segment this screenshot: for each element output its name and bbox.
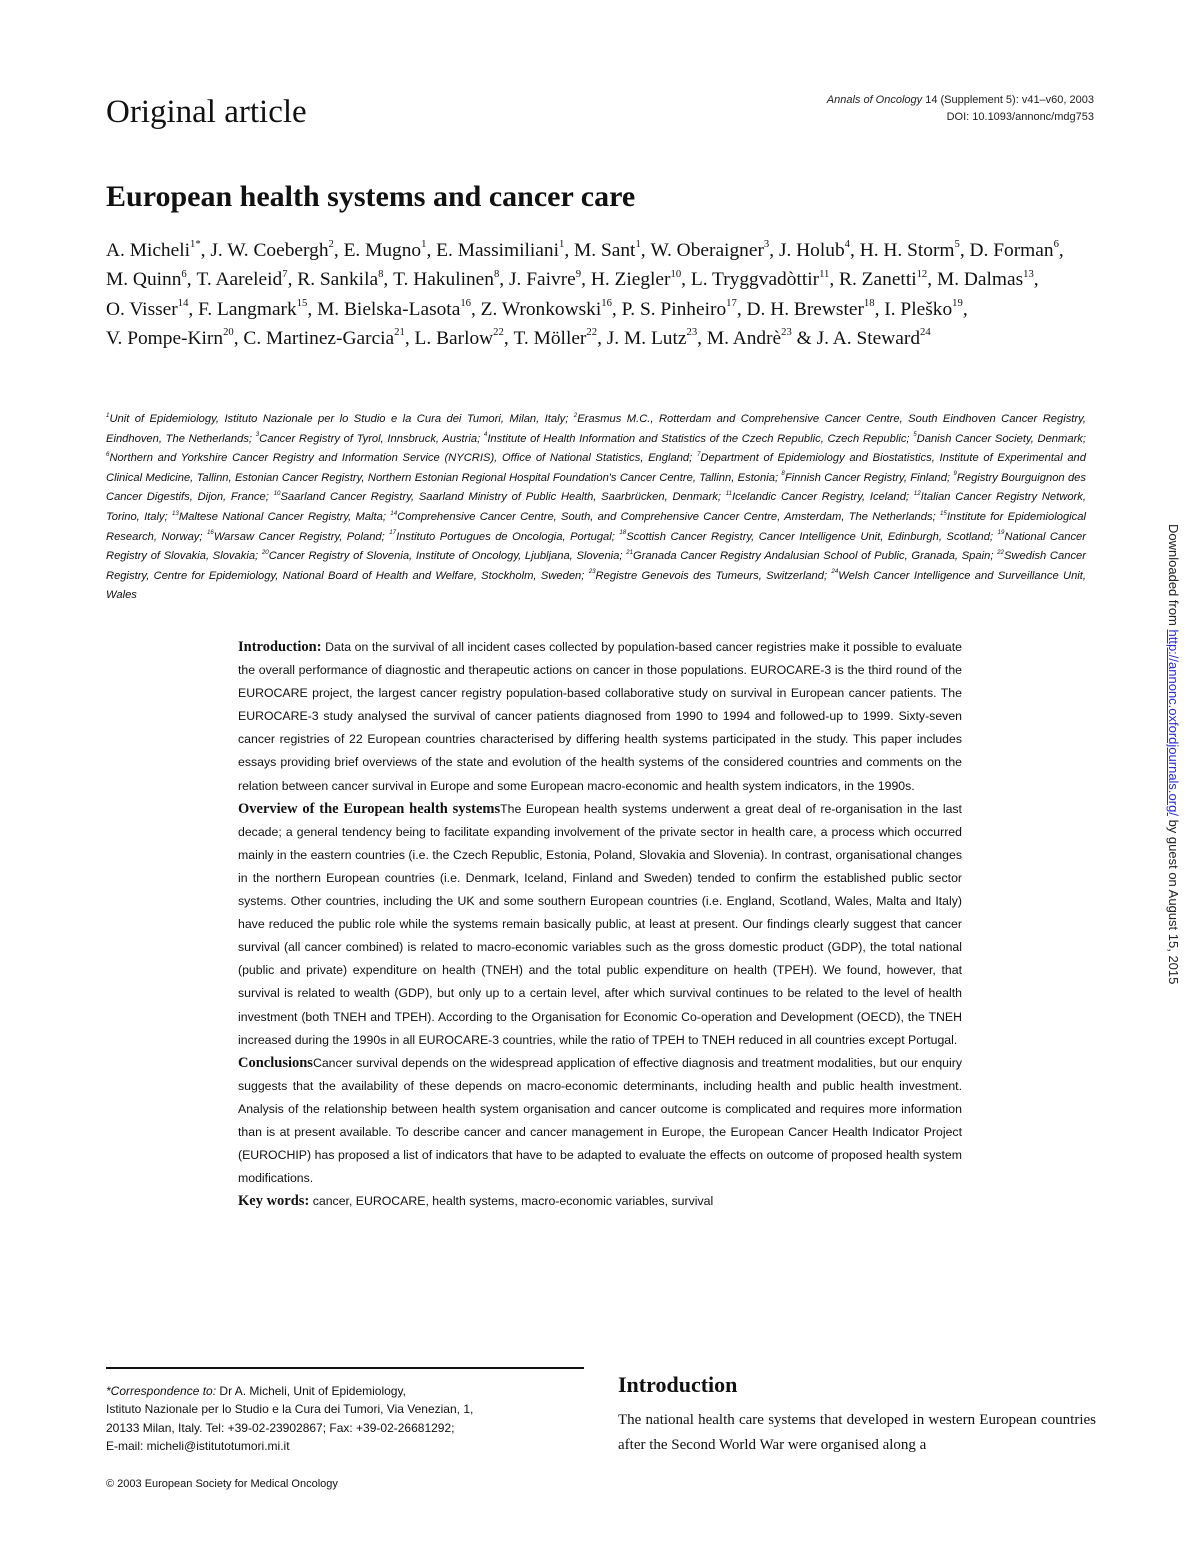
affiliation [106,452,697,464]
author-name: Z. Wronkowski [480,298,602,320]
affiliation-number: 19 [997,529,1005,537]
correspondence-email: E-mail: micheli@istitutotumori.mi.it [106,1438,290,1453]
author-name: M. Andrè [706,327,782,349]
author-affiliation-mark: 23 [781,326,792,339]
author [243,328,414,349]
affiliation-number: 23 [588,568,596,576]
affiliation-number: 21 [626,548,634,556]
correspondence-line-2: Istituto Nazionale per lo Studio e la Cura dei Tumori, Via Venezian, 1, [106,1402,474,1417]
affiliation-number: 12 [913,490,921,498]
affiliation-number: 2 [573,411,578,419]
doi: DOI: 10.1093/annonc/mdg753 [946,111,1094,123]
author-separator: , [307,298,318,320]
affiliation [913,433,1086,445]
affiliation-text: Institute for Epidemiological Research, Norway; [106,510,1086,543]
author-separator: , [611,298,622,320]
author-separator: , [186,269,197,291]
affiliation-text: Icelandic Cancer Registry, Iceland; [732,491,914,504]
author-name: J. Holub [778,240,845,261]
author-separator: , [597,327,607,349]
affiliation [172,511,390,523]
author-separator: , [927,269,937,291]
affiliations [106,410,1086,606]
affiliation-number: 13 [171,509,179,517]
author [779,240,860,261]
author-name: I. Pleško [884,298,953,320]
author-name: J. W. Coebergh [210,240,329,261]
author [591,269,691,290]
download-notice-text [1162,524,1184,1044]
affiliation-text: Saarland Cancer Registry, Saarland Ministry of Public Health, Saarbrücken, Denmark; [280,491,726,504]
author [106,240,210,261]
author [514,328,607,349]
author-affiliation-mark: 7 [282,267,288,280]
affiliation-text: Warsaw Cancer Registry, Poland; [213,530,390,543]
introduction-text: The national health care systems that developed in western European countries after the Second World War were organised along a [618,1412,1096,1453]
affiliation [619,531,997,543]
author-separator: , [233,327,244,349]
affiliation [390,511,940,523]
author-separator: , [188,298,199,320]
author-affiliation-mark: 22 [586,326,598,339]
affiliation [626,550,997,562]
author-name: J. Faivre [509,269,576,291]
author-name: F. Langmark [198,298,297,320]
author-name: P. S. Pinheiro [621,298,727,320]
affiliation-text: Cancer Registry of Tyrol, Innsbruck, Austria; [259,432,484,445]
author-affiliation-mark: 6 [1053,238,1059,251]
author-name: L. Tryggvadòttir [690,269,820,291]
affiliation-text: Registry Bourguignon des Cancer Digestifs, Dijon, France; [106,471,1087,504]
author [839,269,937,290]
affiliation-text: Cancer Registry of Slovenia, Institute of Oncology, Ljubljana, Slovenia; [268,550,627,563]
author-name: V. Pompe-Kirn [106,327,224,349]
affiliation-number: 10 [273,490,281,498]
author [707,328,817,349]
author [860,240,970,261]
affiliation-number: 16 [206,529,214,537]
affiliation-text: Unit of Epidemiology, Istituto Nazionale per lo Studio e la Cura dei Tumori, Milan, Italy; [109,413,574,425]
author-separator: , [736,298,747,320]
abstract-overview-heading: Overview of the European health systems [238,800,501,817]
author-affiliation-mark: 18 [863,297,875,310]
affiliation [389,531,619,543]
affiliation-text: Scottish Cancer Registry, Cancer Intelligence Unit, Edinburgh, Scotland; [626,530,998,543]
author [196,269,297,290]
author-affiliation-mark: 12 [916,267,928,280]
author-affiliation-mark: 1 [635,238,641,251]
footnote-divider [106,1367,584,1369]
author-affiliation-mark: 21 [394,326,405,339]
citation [827,92,1094,126]
author-name: M. Sant [574,240,636,261]
author-affiliation-mark: 8 [493,267,500,280]
author-separator: , [681,269,691,291]
affiliation-number: 15 [939,509,947,517]
affiliation-text: Erasmus M.C., Rotterdam and Comprehensive Cancer Centre, South Eindhoven Cancer Registry, Eindhoven, The Netherlands; [106,413,1086,445]
affiliation [589,570,832,582]
affiliation-text: Department of Epidemiology and Biostatistics, Institute of Experimental and Clinical Medicine, Tallinn, Estonian Cancer Registry, Northern Estonian Regional Hospital Foundation's Cancer Centre, Tallinn, Estonia; [106,452,1086,484]
introduction-heading: Introduction [618,1372,738,1397]
author-name: M. Dalmas [936,269,1024,291]
author-separator: , [697,327,707,349]
abstract-overview [238,798,962,1052]
correspondence-line-3: 20133 Milan, Italy. Tel: +39-02-23902867; Fax: +39-02-26681292; [106,1420,455,1435]
author [106,328,243,349]
author-name: L. Barlow [414,327,494,349]
affiliation-number: 5 [913,431,917,439]
author-name: E. Mugno [343,240,422,261]
author-affiliation-mark: 2 [328,238,334,251]
affiliation-text: National Cancer Registry of Slovakia, Slovakia; [106,530,1086,563]
affiliation-text: Welsh Cancer Intelligence and Surveillance Unit, Wales [106,569,1086,602]
author-affiliation-mark: 11 [819,267,830,280]
author [509,269,591,290]
affiliation-number: 17 [389,529,397,537]
author-affiliation-mark: 1 [421,238,427,251]
affiliation [207,531,389,543]
author-affiliation-mark: 8 [378,267,384,280]
affiliation-number: 18 [619,529,627,537]
correspondence-line-1 [106,1382,586,1400]
author-separator: , [769,240,779,261]
author-affiliation-mark: 17 [726,297,737,310]
author-separator: , [874,298,885,320]
author-name: A. Micheli [106,240,191,261]
author-separator: , [640,240,651,261]
affiliation-text: Italian Cancer Registry Network, Torino, Italy; [106,491,1086,523]
author [481,299,622,320]
author [297,269,393,290]
journal-name: Annals of Oncology [826,94,923,106]
correspondence-footnote [106,1382,586,1455]
affiliation-number: 7 [696,450,701,458]
author-name: M. Quinn [106,269,182,291]
author-name: D. Forman [969,240,1054,261]
download-notice [1162,524,1184,1044]
author-separator: , [383,269,394,291]
author [622,299,747,320]
abstract-overview-text: The European health systems underwent a great deal of re-organisation in the last decade; a general tendency being to facilitate expanding involvement of the private sector in health care, a process which occurred mainly in the eastern countries (i.e. the Czech Republic, Estonia, Poland, Slovakia and Slovenia). In contrast, organisational changes in the northern European countries (i.e. Denmark, Iceland, Finland and Sweden) tended to confirm the established public sector systems. Other countries, including the UK and some southern European countries (i.e. England, Scotland, Wales, Malta and Italy) have reduced the public role while the systems remain basically public, at least at present. Our findings clearly suggest that cancer survival (all cancer combined) is related to macro-economic variables such as the gross domestic product (GDP), the total national (public and private) expenditure on health (TNEH) and the total public expenditure on health (TPEH). We found, however, that survival is related to wealth (GDP), but only up to a certain level, after which survival continues to be related to the level of health investment (both TNEH and TPEH). According to the Organisation for Economic Co-operation and Development (OECD), the TNEH increased during the 1990s in all EUROCARE-3 countries, while the ratio of TPEH to TNEH reduced in all countries except Portugal. [238,801,962,1047]
author-affiliation-mark: 19 [952,297,963,310]
journal-citation [827,92,1094,109]
download-prefix: Downloaded from [1166,524,1181,630]
author-name: R. Sankila [297,269,379,291]
author-affiliation-mark: 24 [920,326,931,339]
affiliation-number: 1 [106,411,110,419]
author-affiliation-mark: 10 [670,267,682,280]
author-separator: , [333,240,344,261]
author-separator: , [962,298,968,320]
affiliation-text: Danish Cancer Society, Denmark; [916,432,1086,445]
copyright: © 2003 European Society for Medical Oncology [106,1478,338,1490]
affiliation [726,491,914,503]
author [607,328,707,349]
author-separator: & [791,327,817,349]
citation-volume: 14 (Supplement 5): v41–v60, 2003 [922,94,1094,106]
author-affiliation-mark: 20 [223,326,234,339]
author-affiliation-mark: 14 [177,297,189,310]
affiliation-text: Institute of Health Information and Statistics of the Czech Republic, Czech Republic; [487,432,914,445]
affiliation-number: 9 [953,470,957,478]
affiliation [262,550,626,562]
author [317,299,481,320]
author-name: H. Ziegler [590,269,671,291]
affiliation-text: Maltese National Cancer Registry, Malta; [178,510,391,523]
author-name: T. Hakulinen [393,269,494,291]
author [106,299,198,320]
affiliation [256,433,484,445]
author [344,240,437,261]
author-separator: , [470,298,481,320]
author-name: T. Aareleid [196,269,283,291]
author [817,328,931,349]
author-affiliation-mark: 1* [190,238,201,251]
abstract-conclusions-heading: Conclusions [238,1054,313,1071]
author-affiliation-mark: 3 [763,238,770,251]
author-separator: , [1058,240,1064,261]
author-name: H. H. Storm [859,240,955,261]
author-affiliation-mark: 9 [575,267,582,280]
affiliation-number: 11 [725,490,733,498]
affiliation-number: 3 [255,431,260,439]
author [884,299,967,320]
author [106,269,196,290]
abstract-introduction [238,636,962,798]
author-affiliation-mark: 13 [1023,267,1034,280]
affiliation-text: Granada Cancer Registry Andalusian School of Public, Granada, Spain; [633,550,998,563]
keywords-text: cancer, EUROCARE, health systems, macro-economic variables, survival [309,1194,714,1209]
affiliation-number: 4 [483,431,488,439]
affiliation [781,472,953,484]
affiliation-number: 8 [781,470,785,478]
affiliation-number: 14 [390,509,398,517]
affiliation-number: 22 [997,548,1004,556]
author-name: J. M. Lutz [606,327,687,349]
author-affiliation-mark: 22 [493,326,504,339]
affiliation-text: Comprehensive Cancer Centre, South, and Comprehensive Cancer Centre, Amsterdam, The Netherlands; [397,510,940,523]
abstract-conclusions-text: Cancer survival depends on the widespread application of effective diagnosis and treatment modalities, but our enquiry suggests that the availability of these depends on macro-economic determinants, including health and public health investment. Analysis of the relationship between health system organisation and cancer outcome is complicated and requires more information than is at present available. To describe cancer and cancer management in Europe, the European Cancer Health Indicator Project (EUROCHIP) has proposed a list of indicators that have to be adapted to evaluate the effects on outcome of proposed health system modifications. [238,1055,962,1186]
author-name: E. Massimiliani [436,240,559,261]
author-affiliation-mark: 23 [686,326,698,339]
author [574,240,650,261]
author-name: M. Bielska-Lasota [317,298,461,320]
author [210,240,343,261]
author-affiliation-mark: 15 [296,297,308,310]
author-separator: , [404,327,415,349]
author-affiliation-mark: 6 [181,267,187,280]
author-affiliation-mark: 1 [558,238,565,251]
correspondence-name: Dr A. Micheli, Unit of Epidemiology, [216,1384,406,1398]
author [691,269,839,290]
abstract-keywords [238,1190,962,1213]
author-separator: , [564,240,575,261]
abstract-introduction-heading: Introduction: [238,639,322,655]
author [650,240,778,261]
author-name: W. Oberaigner [650,240,764,261]
abstract-introduction-text: Data on the survival of all incident cases collected by population-based cancer registries make it possible to evaluate the overall performance of diagnostic and therapeutic actions on cancer in those populations. EUROCARE-3 is the third round of the EUROCARE project, the largest cancer registry population-based collaborative study on survival in European cancer patients. The EUROCARE-3 study analysed the survival of cancer patients diagnosed from 1990 to 1994 and followed-up to 1999. Sixty-seven cancer registries of 22 European countries characterised by differing health systems participated in the study. This paper includes essays providing brief overviews of the state and evolution of the health systems of the considered countries and comments on the relation between cancer survival in Europe and some European macro-economic and health system indicators, in the 1990s. [238,640,962,793]
author-separator: , [849,240,860,261]
affiliation-number: 24 [831,568,839,576]
author-name: J. A. Steward [816,327,921,349]
affiliation [274,491,726,503]
affiliation-text: Finnish Cancer Registry, Finland; [784,471,954,484]
author-affiliation-mark: 5 [954,238,960,251]
affiliation [484,433,913,445]
download-link[interactable]: http://annonc.oxfordjournals.org/ [1166,629,1181,816]
author [415,328,514,349]
affiliation-number: 20 [261,548,269,556]
affiliation-text: Instituto Portugues de Oncologia, Portugal; [396,530,620,543]
author-name: C. Martinez-Garcia [243,327,395,349]
author-separator: , [200,240,211,261]
abstract [238,636,962,1213]
author-affiliation-mark: 4 [844,238,850,251]
affiliation-number: 6 [106,450,110,458]
author-separator: , [581,269,591,291]
author [747,299,885,320]
author [436,240,574,261]
affiliation-text: Registre Genevois des Tumeurs, Switzerland; [595,569,832,582]
author-separator: , [959,240,970,261]
author-separator: , [426,240,437,261]
author-list [106,236,1098,353]
author-name: R. Zanetti [839,269,917,291]
author-separator: , [287,269,298,291]
correspondence-label: *Correspondence to: [106,1384,217,1398]
author-affiliation-mark: 16 [460,297,471,310]
keywords-heading: Key words: [238,1193,310,1210]
abstract-conclusions [238,1052,962,1191]
author-separator: , [499,269,509,291]
affiliation-text: Swedish Cancer Registry, Centre for Epidemiology, National Board of Health and Welfare, Stockholm, Sweden; [106,550,1086,582]
author-name: T. Möller [513,327,587,349]
author-name: D. H. Brewster [746,298,864,320]
author-name: O. Visser [106,298,178,320]
author-affiliation-mark: 16 [601,297,612,310]
article-title: European health systems and cancer care [106,180,636,213]
author [937,269,1039,290]
author-separator: , [829,269,840,291]
section-label: Original article [106,94,307,130]
author-separator: , [1033,269,1039,291]
author [198,299,317,320]
author-separator: , [503,327,514,349]
author [970,240,1064,261]
affiliation-text: Northern and Yorkshire Cancer Registry and Information Service (NYCRIS), Office of National Statistics, England; [109,452,697,465]
author [393,269,509,290]
download-suffix: by guest on August 15, 2015 [1166,815,1181,985]
affiliation [106,413,574,425]
